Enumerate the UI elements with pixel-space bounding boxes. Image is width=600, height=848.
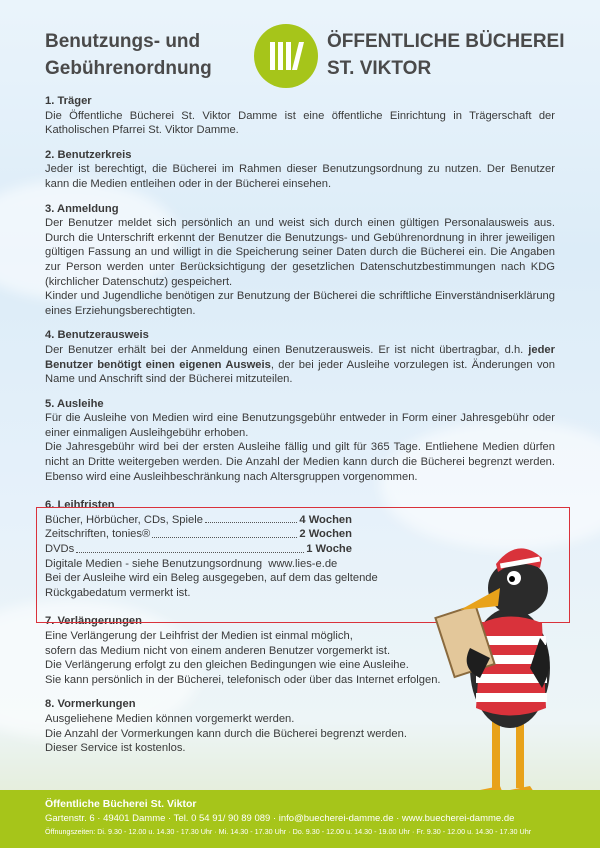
title-line-1: Benutzungs- und	[45, 31, 201, 52]
section-heading: 5. Ausleihe	[45, 397, 104, 410]
library-name	[327, 28, 565, 82]
loan-period: 2 Wochen	[299, 528, 352, 541]
media-type: DVDs	[45, 543, 75, 556]
library-name-line-2: ST. VIKTOR	[327, 58, 432, 79]
footer	[0, 790, 600, 848]
section-text: Für die Ausleihe von Medien wird eine Benutzungsgebühr entweder in Form einer Jahresgebühr oder einer einmaligen Ausleihgebühr erhoben.	[45, 412, 555, 439]
section-heading: 4. Benutzerausweis	[45, 329, 149, 342]
footer-opening-hours: Öffnungszeiten: Di. 9.30 - 12.00 u. 14.30 - 17.30 Uhr · Mi. 14.30 - 17.30 Uhr · Do. 9.30 - 12.00 u. 14.30 - 19.00 Uhr · Fr. 9.30 - 12.00 u. 14.30 - 17.30 Uhr	[45, 827, 532, 836]
title-line-2: Gebührenordnung	[45, 58, 212, 79]
loan-period: 1 Woche	[306, 543, 352, 556]
section-text: Sie kann persönlich in der Bücherei, telefonisch oder über das Internet erfolgen.	[45, 673, 441, 686]
text-emphasis: jeder Benutzer benötigt einen eigenen Ausweis	[45, 343, 555, 371]
section-text: Ausgeliehene Medien können vorgemerkt werden.	[45, 712, 295, 725]
section-text: Die Anzahl der Vormerkungen kann durch die Bücherei begrenzt werden.	[45, 727, 407, 740]
section-text: Die Jahresgebühr wird bei der ersten Ausleihe fällig und gilt für 365 Tage. Entliehene Medien dürfen nicht an Dritte weitergeben werden. Die Anzahl der Medien kann durch die Bücherei begrenzt werden. Ebenso wird eine Ausleihbeschränkung nach Altersgruppen vorgenommen.	[45, 441, 555, 483]
section-ausleihe	[45, 397, 555, 485]
section-heading: 7. Verlängerungen	[45, 615, 142, 628]
section-heading: 6. Leihfristen	[45, 499, 115, 512]
section-anmeldung	[45, 202, 555, 319]
media-type: Bücher, Hörbücher, CDs, Spiele	[45, 513, 203, 526]
section-heading: 3. Anmeldung	[45, 202, 119, 215]
receipt-note: Bei der Ausleihe wird ein Beleg ausgegeben, auf dem das geltende Rückgabedatum vermerkt ist.	[45, 572, 378, 599]
section-text: Dieser Service ist kostenlos.	[45, 742, 186, 755]
page-title	[45, 28, 212, 82]
section-text: Jeder ist berechtigt, die Bücherei im Rahmen dieser Benutzungsordnung zu nutzen. Der Benutzer kann die Medien entleihen oder in der Bücherei einsehen.	[45, 163, 555, 190]
section-heading: 1. Träger	[45, 95, 92, 107]
raven-mascot-illustration	[430, 518, 580, 808]
footer-contact: Gartenstr. 6 · 49401 Damme · Tel. 0 54 91/ 90 89 089 · info@buecherei-damme.de · www.buecherei-damme.de	[45, 813, 515, 824]
text-part: , der bei jeder Ausleihe vorzulegen ist. Änderungen von Name und Anschrift sind der Bücherei mitzuteilen.	[45, 358, 555, 386]
library-logo-icon	[254, 24, 318, 88]
section-benutzerkreis	[45, 148, 555, 192]
section-text: Eine Verlängerung der Leihfrist der Medien ist einmal möglich,	[45, 630, 353, 642]
section-text: Die Verlängerung erfolgt zu den gleichen Bedingungen wie eine Ausleihe.	[45, 659, 409, 672]
digital-media-note: Digitale Medien - siehe Benutzungsordnung www.lies-e.de	[45, 557, 338, 570]
section-text	[45, 343, 555, 387]
section-benutzerausweis	[45, 328, 555, 386]
section-traeger	[45, 94, 555, 138]
loan-period: 4 Wochen	[299, 513, 352, 526]
section-text: Kinder und Jugendliche benötigen zur Benutzung der Bücherei die schriftliche Einverständniserklärung eines Erziehungsberechtigten.	[45, 290, 555, 317]
footer-library-name: Öffentliche Bücherei St. Viktor	[45, 798, 197, 810]
text-part: Der Benutzer erhält bei der Anmeldung einen Benutzerausweis. Er ist nicht übertragbar, d.h.	[45, 343, 529, 356]
section-text: Die Öffentliche Bücherei St. Viktor Damme ist eine öffentliche Einrichtung in Trägerschaft der Katholischen Pfarrei St. Viktor Damme.	[45, 109, 555, 137]
section-text: Der Benutzer meldet sich persönlich an und weist sich durch einen gültigen Personalausweis aus. Durch die Unterschrift erkennt der Benutzer die Benutzungs- und Gebührenordnung in ihrer jeweiligen gültigen Fassung an und willigt in die Speicherung seiner Daten durch die Bücherei ein. Die Angaben zur Person werden unter Berücksichtigung der gesetzlichen Datenschutzbestimmungen nach KDG (kirchlicher Datenschutz) gespeichert.	[45, 217, 555, 288]
section-text: sofern das Medium nicht von einem anderen Benutzer vorgemerkt ist.	[45, 644, 391, 657]
section-heading: 8. Vormerkungen	[45, 698, 136, 711]
media-type: Zeitschriften, tonies®	[45, 528, 151, 541]
library-name-line-1: ÖFFENTLICHE BÜCHEREI	[327, 31, 565, 52]
section-heading: 2. Benutzerkreis	[45, 148, 132, 161]
